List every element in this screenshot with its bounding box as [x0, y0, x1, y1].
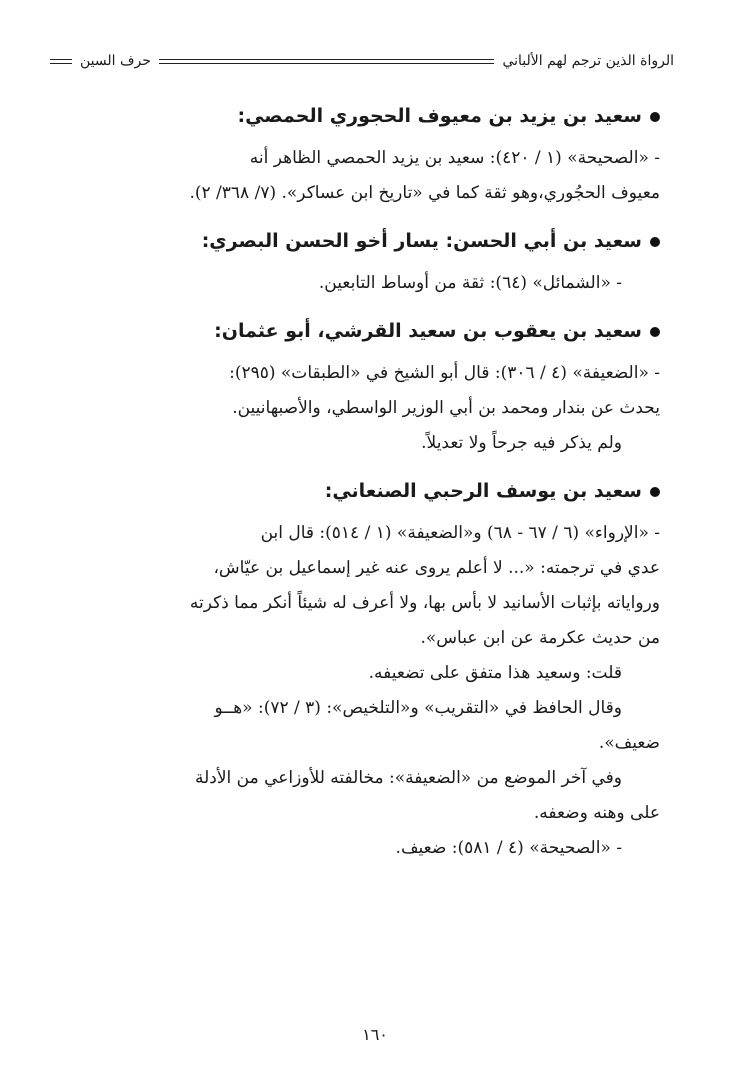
header-rule [159, 59, 495, 64]
bullet-icon [650, 112, 660, 122]
running-header [50, 50, 674, 72]
entry-line: وقال الحافظ في «التقريب» و«التلخيص»: (٣ / ٧٢): «هــو [214, 698, 622, 718]
section-title: حرف السين [80, 53, 151, 69]
bullet-icon [650, 327, 660, 337]
entry-line: - «الصحيحة» (٤ / ٥٨١): ضعيف. [395, 838, 622, 858]
page-body [60, 100, 660, 866]
entry-heading [60, 225, 660, 257]
entry-heading [60, 315, 660, 347]
entry-line: من حديث عكرمة عن ابن عباس». [420, 628, 660, 648]
page-number: ١٦٠ [362, 1025, 388, 1044]
entry-title: سعيد بن يوسف الرحبي الصنعاني: [324, 480, 642, 502]
entry-heading [60, 475, 660, 507]
entry-line: - «الشمائل» (٦٤): ثقة من أوساط التابعين. [318, 273, 622, 293]
entry-line: وفي آخر الموضع من «الضعيفة»: مخالفته للأوزاعي من الأدلة [194, 768, 622, 788]
entry [60, 315, 660, 461]
entry-title: سعيد بن يعقوب بن سعيد القرشي، أبو عثمان: [214, 320, 642, 342]
entry [60, 100, 660, 211]
entry-line: ولم يذكر فيه جرحاً ولا تعديلاً. [421, 433, 622, 453]
entry-line: ضعيف». [598, 733, 660, 753]
bullet-icon [650, 487, 660, 497]
entry-heading [60, 100, 660, 132]
bullet-icon [650, 237, 660, 247]
book-title: الرواة الذين ترجم لهم الألباني [502, 53, 674, 69]
entry-line: ورواياته بإثبات الأسانيد لا بأس بها، ولا أعرف له شيئاً أنكر مما ذكرته [189, 593, 660, 613]
header-rule-short [50, 59, 72, 64]
entry-line: معيوف الحجُوري،وهو ثقة كما في «تاريخ ابن عساكر». (٧/ ٣٦٨/ ٢). [189, 183, 660, 203]
entry-line: يحدث عن بندار ومحمد بن أبي الوزير الواسطي، والأصبهانيين. [232, 398, 660, 418]
entry-line: على وهنه وضعفه. [533, 803, 660, 823]
entry [60, 475, 660, 866]
entry-title: سعيد بن أبي الحسن: يسار أخو الحسن البصري: [201, 230, 642, 252]
entry-line: قلت: وسعيد هذا متفق على تضعيفه. [368, 663, 622, 683]
entry [60, 225, 660, 301]
entry-line: - «الصحيحة» (١ / ٤٢٠): سعيد بن يزيد الحمصي الظاهر أنه [249, 148, 660, 168]
entry-title: سعيد بن يزيد بن معيوف الحجوري الحمصي: [237, 105, 642, 127]
entry-line: - «الإرواء» (٦ / ٦٧ - ٦٨) و«الضعيفة» (١ / ٥١٤): قال ابن [260, 523, 660, 543]
entry-line: - «الضعيفة» (٤ / ٣٠٦): قال أبو الشيخ في «الطبقات» (٢٩٥): [229, 363, 660, 383]
entry-line: عدي في ترجمته: «... لا أعلم يروى عنه غير إسماعيل بن عيّاش، [213, 558, 660, 578]
